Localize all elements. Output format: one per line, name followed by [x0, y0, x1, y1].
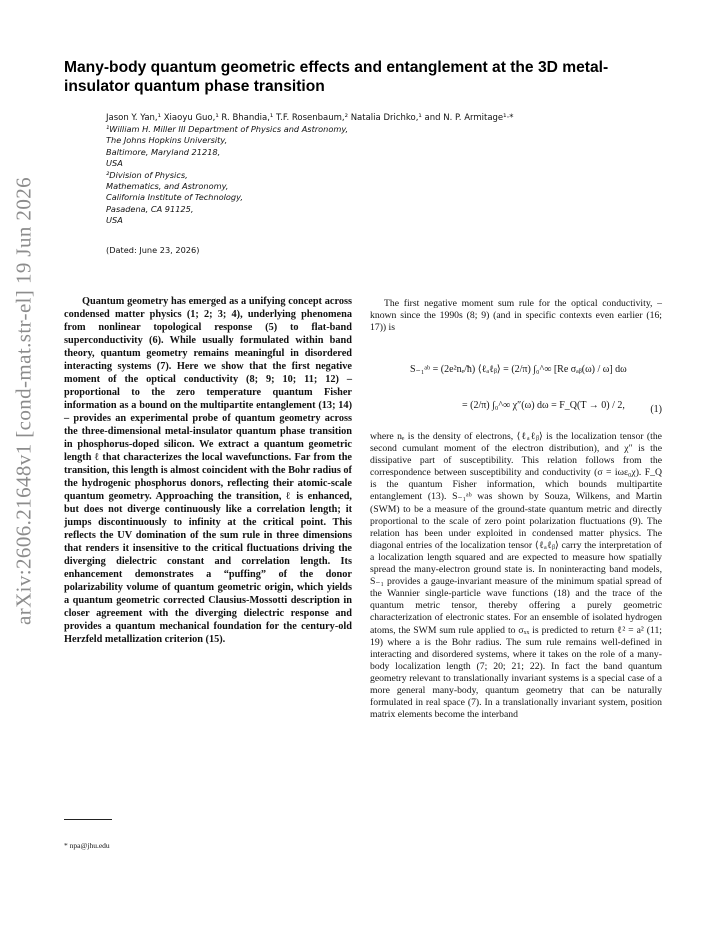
equation-1 [370, 356, 662, 428]
paper-title: Many-body quantum geometric effects and entanglement at the 3D metal-insulator quantum phase transition [64, 59, 609, 95]
arxiv-identifier-text: arXiv:2606.21648v1 [cond-mat.str-el] 19 Jun 2026 [11, 176, 36, 626]
dated-line: (Dated: June 23, 2026) [106, 245, 200, 255]
affiliation-line: The Johns Hopkins University, [106, 135, 228, 146]
equation-line-1: S₋₁ᵃᵇ = (2e²nₑ/ħ) ⟨ℓₐℓᵦ⟩ = (2/π) ∫₀^∞ [Re σₐᵦ(ω) / ω] dω [410, 364, 627, 375]
footnote-rule [64, 819, 112, 820]
intro-paragraph: The first negative moment sum rule for the optical conductivity, – known since the 1990s (8; 9) (and in specific contexts even earlier (16; 17)) is [370, 298, 662, 334]
affiliations [106, 124, 406, 227]
affiliation-line: Baltimore, Maryland 21218, [106, 146, 221, 157]
author-list: Jason Y. Yan,¹ Xiaoyu Guo,¹ R. Bhandia,¹ T.F. Rosenbaum,² Natalia Drichko,¹ and N. P. Armitage¹·* [106, 113, 514, 123]
affiliation-line: Mathematics, and Astronomy, [106, 181, 229, 192]
affiliation-line: Pasadena, CA 91125, [106, 203, 194, 214]
abstract: Quantum geometry has emerged as a unifying concept across condensed matter physics (1; 2; 3; 4), underlying phenomena from nonlinear topological response (5) to flat-band superconductivity (6). While usually formulated within band theory, quantum geometry remains meaningful in disordered interacting systems (7). Here we show that the first negative moment of the optical conductivity (8; 9; 10; 11; 12) – proportional to the zero temperature quantum Fisher information as a bound on the multipartite entanglement (13; 14) – provides an experimental probe of quantum geometry across the three-dimensional metal-insulator quantum phase transition in phosphorus-doped silicon. We extract a quantum geometric length ℓ that characterizes the local wavefunctions. Far from the transition, this length is almost coincident with the Bohr radius of the hydrogenic phosphorus donors, reflecting their atomic-scale quantum geometry. Approaching the transition, ℓ is enhanced, but does not diverge continuously like a correlation length; it jumps discontinuously to infinity at the critical point. This reflects the UV domination of the sum rule in three dimensions that renders it insensitive to the critical fluctuations driving the diverging dielectric constant and correlation length. Its enhancement demonstrates a “puffing” of the donor polarizability volume of quantum geometric origin, which yields a quantum geometric corrected Clausius-Mossotti description in closer agreement with the diverging dielectric response and provides a quantum mechanical foundation for the century-old Herzfeld metallization criterion (15). [64, 296, 352, 645]
affiliation-line: ²Division of Physics, [106, 169, 188, 180]
affiliation-line: USA [106, 158, 123, 169]
body-paragraph: where nₑ is the density of electrons, ⟨ℓₐℓᵦ⟩ is the localization tensor (the second cumulant moment of the electron distribution), and χ″ is the dissipative part of susceptibility. This relation follows from the correspondence between susceptibility and conductivity (σ = iωε₀χ). F_Q is the quantum Fisher information, which bounds multipartite entanglement (13). S₋₁ᵃᵇ was shown by Souza, Wilkens, and Martin (SWM) to be a measure of the ground-state quantum metric and directly proportional to the scale of zero point polarization fluctuations (9). The relation has been under exploited in condensed matter physics. The diagonal entries of the localization tensor ⟨ℓₐℓᵦ⟩ carry the interpretation of a localization length squared and are expected to measure how spatially spread the many-electron ground state is. In noninteracting band models, S₋₁ provides a gauge-invariant measure of the minimum spatial spread of the Wannier single-particle wave functions (18) and the trace of the quantum metric tensor, thereby offering a purely geometric characterization of electronic states. For an ensemble of isolated hydrogen atoms, the SWM sum rule applied to σₓₓ is predicted to return ℓ² = a² (11; 19) where a is the Bohr radius. The sum rule remains well-defined in interacting and disordered systems, where it takes on the role of a many-body localization length (7; 20; 21; 22). In fact the band quantum geometry relevant to translationally invariant systems is a special case of a more general many-body, quantum geometry that can be naturally formulated in real space (7). In a translationally invariant system, position matrix elements become the interband [370, 431, 662, 721]
affiliation-line: California Institute of Technology, [106, 192, 243, 203]
affiliation-line: USA [106, 215, 123, 226]
footnote-email: * npa@jhu.edu [64, 841, 110, 850]
affiliation-line: ¹William H. Miller III Department of Physics and Astronomy, [106, 124, 349, 134]
equation-number: (1) [650, 404, 662, 415]
equation-line-2: = (2/π) ∫₀^∞ χ″(ω) dω = F_Q(T → 0) / 2, [462, 400, 625, 411]
arxiv-identifier-sidebar [2, 166, 46, 636]
